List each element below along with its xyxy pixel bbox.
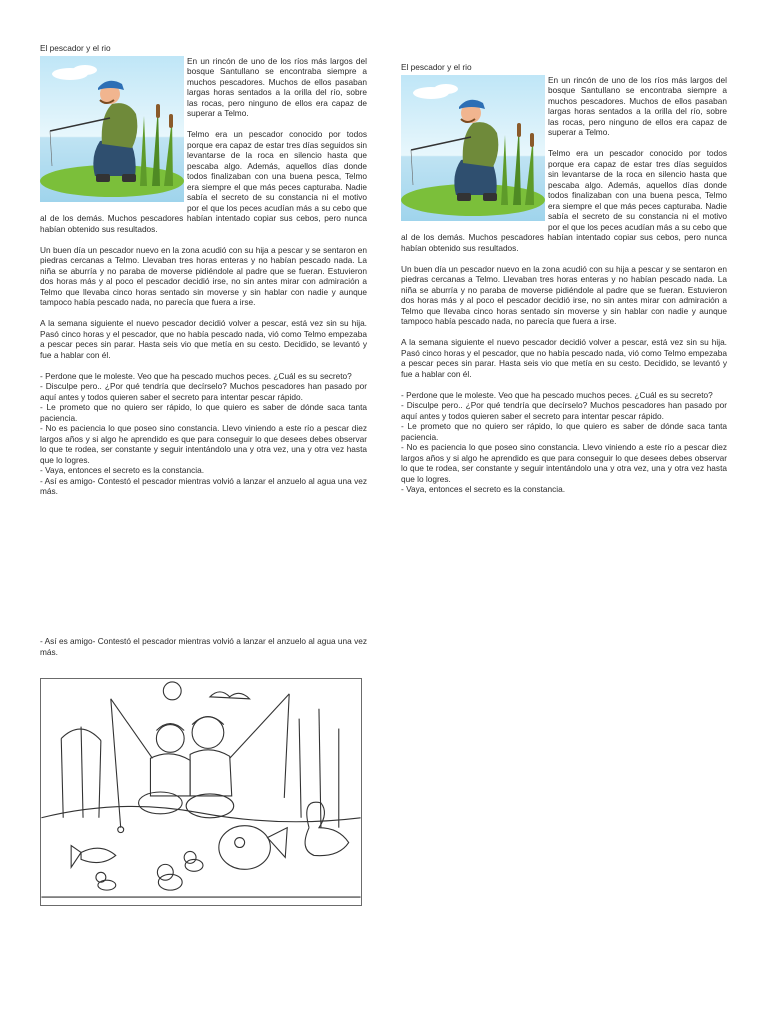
paragraph-1: En un rincón de uno de los ríos más largos del bosque Santullano se encontraba siempre a muchos pescadores. Muchos de ellos pasaban largas horas sentados a la orilla del río, sobre las rocas, pero ninguno de ellos era capaz de superar a Telmo.: [187, 55, 367, 118]
dialogue-5-copy: - Vaya, entonces el secreto es la constancia.: [401, 484, 566, 494]
closing-repeat: [40, 636, 367, 657]
story-title: El pescador y el rio: [40, 43, 111, 53]
paragraph-3-copy: Un buen día un pescador nuevo en la zona acudió con su hija a pescar y se sentaron en piedras cercanas a Telmo. Llevaban tres horas enteras y no habían pescado nada. La niña se aburría y no paraba de moverse pidiéndole al padre que se fueran. Estuvieron dos horas más y al poco el pescador decidió irse, no sin antes mirar con admiración a Telmo que llevaba cinco horas sentado sin moverse y sin hablar con nadie y aunque tampoco había pescado nada, no parecía que fuera a irse.: [401, 263, 727, 326]
coloring-page-icon: [41, 679, 361, 905]
coloring-page-image: [40, 678, 362, 906]
paragraph-2: Telmo era un pescador conocido por todos porque era capaz de estar tres días seguidos sin levantarse de la roca en silencio hasta que pescaba algo. Además, aquellos días donde todos finalizaban con una buena pesca, Telmo era siempre el que más peces capturaba. Nadie sabía el secreto de su constancia ni el motivo por el que los peces acudían más a su cebo que al de los demás. Muchos pescadores habían intentado copiar sus cebos, pero nunca habían obtenido sus resultados.: [40, 129, 367, 234]
dialogue-3: - Le prometo que no quiero ser rápido, lo que quiero es saber de dónde saca tanta paciencia.: [40, 402, 367, 423]
fisherman-illustration-copy: [401, 75, 545, 221]
dialogue-5: - Vaya, entonces el secreto es la constancia.: [40, 465, 205, 475]
dialogue-1: - Perdone que le moleste. Veo que ha pescado muchos peces. ¿Cuál es su secreto?: [40, 370, 352, 381]
paragraph-1-copy: En un rincón de uno de los ríos más largos del bosque Santullano se encontraba siempre a muchos pescadores. Muchos de ellos pasaban largas horas sentados a la orilla del río, sobre las rocas, pero ninguno de ellos era capaz de superar a Telmo.: [548, 74, 727, 137]
left-column: [40, 43, 367, 497]
closing-line-repeat: - Así es amigo- Contestó el pescador mientras volvió a lanzar el anzuelo al agua una vez más.: [40, 636, 367, 657]
fisherman-illustration: [40, 56, 184, 202]
paragraph-2-copy: Telmo era un pescador conocido por todos porque era capaz de estar tres días seguidos sin levantarse de la roca en silencio hasta que pescaba algo. Además, aquellos días donde todos finalizaban con una buena pesca, Telmo era siempre el que más peces capturaba. Nadie sabía el secreto de su constancia ni el motivo por el que los peces acudían más a su cebo que al de los demás. Muchos pescadores habían intentado copiar sus cebos, pero nunca habían obtenido sus resultados.: [401, 148, 727, 253]
fisherman-icon-copy: [401, 75, 545, 221]
dialogue-2: - Disculpe pero.. ¿Por qué tendría que decírselo? Muchos pescadores han pasado por aquí antes y todos quieren saber el secreto para intentar pescar rápido.: [40, 381, 367, 402]
dialogue-3-copy: - Le prometo que no quiero ser rápido, lo que quiero es saber de dónde saca tanta paciencia.: [401, 421, 727, 442]
paragraph-4: A la semana siguiente el nuevo pescador decidió volver a pescar, está vez sin su hija. Pasó cinco horas y el pescador, que no había pescado nada, vió como Telmo empezaba a pescar peces sin parar. Hasta seis vio que metía en su cesto. Decidido, se levantó y fue a hablar con él.: [40, 318, 367, 360]
dialogue-4-copy: - No es paciencia lo que poseo sino constancia. Llevo viniendo a este río a pescar diez largos años y si algo he aprendido es que para conseguir lo que desees debes observar lo que te rodea, ser constante y seguir intentándolo una y otra vez, una y otra vez hasta que lo logres.: [401, 442, 727, 484]
fisherman-icon: [40, 56, 184, 202]
paragraph-4-copy: A la semana siguiente el nuevo pescador decidió volver a pescar, está vez sin su hija. Pasó cinco horas y el pescador, que no había pescado nada, vió como Telmo empezaba a pescar peces sin parar. Hasta seis vio que metía en su cesto. Decidido, se levantó y fue a hablar con él.: [401, 337, 727, 379]
story-title-copy: El pescador y el rio: [401, 62, 472, 72]
dialogue-1-copy: - Perdone que le moleste. Veo que ha pescado muchos peces. ¿Cuál es su secreto?: [401, 389, 713, 400]
dialogue-4: - No es paciencia lo que poseo sino constancia. Llevo viniendo a este río a pescar diez largos años y si algo he aprendido es que para conseguir lo que desees debes observar lo que te rodea, ser constante y seguir intentándolo una y otra vez, una y otra vez hasta que lo logres.: [40, 423, 367, 465]
closing-line: - Así es amigo- Contestó el pescador mientras volvió a lanzar el anzuelo al agua una vez más.: [40, 475, 367, 496]
paragraph-3: Un buen día un pescador nuevo en la zona acudió con su hija a pescar y se sentaron en piedras cercanas a Telmo. Llevaban tres horas enteras y no habían pescado nada. La niña se aburría y no paraba de moverse pidiéndole al padre que se fueran. Estuvieron dos horas más y al poco el pescador decidió irse, no sin antes mirar con admiración a Telmo que llevaba cinco horas sentado sin moverse y sin hablar con nadie y aunque tampoco había pescado nada, no parecía que fuera a irse.: [40, 244, 367, 307]
dialogue-2-copy: - Disculpe pero.. ¿Por qué tendría que decírselo? Muchos pescadores han pasado por aquí antes y todos quieren saber el secreto para intentar pescar rápido.: [401, 400, 727, 421]
right-column: [401, 62, 727, 495]
